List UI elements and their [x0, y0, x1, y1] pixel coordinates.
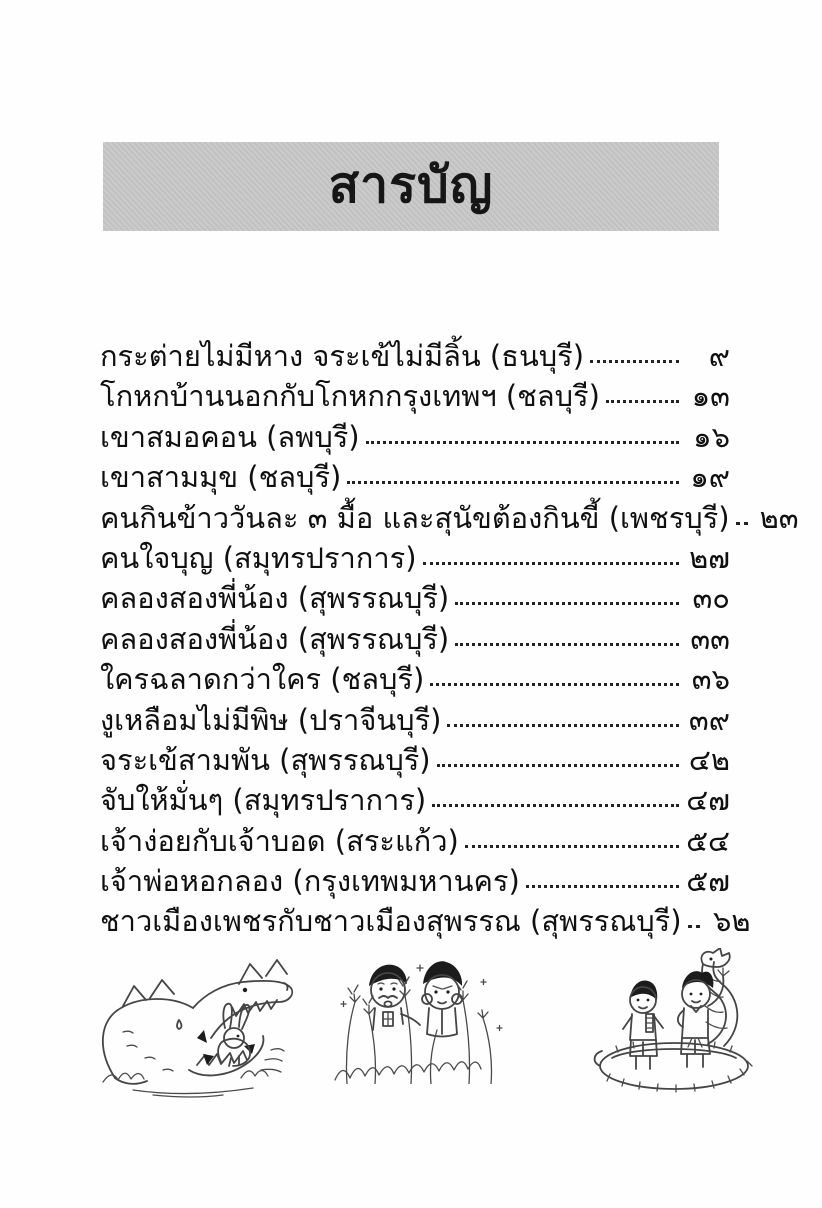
toc-entry [100, 578, 730, 618]
toc-entry-title: เจ้าง่อยกับเจ้าบอด (สระแก้ว) [100, 823, 459, 858]
toc-entry-title: คลองสองพี่น้อง (สุพรรณบุรี) [100, 621, 450, 656]
crocodile-rabbit-illustration [93, 950, 313, 1098]
dot-leader [465, 845, 679, 848]
dot-leader [455, 602, 679, 605]
crocodile-rabbit-drawing [93, 950, 313, 1098]
toc-entry [100, 376, 730, 416]
toc-entry-title: โกหกบ้านนอกกับโกหกกรุงเทพฯ (ชลบุรี) [100, 379, 600, 414]
dot-leader [736, 522, 748, 525]
dot-leader [688, 925, 700, 928]
toc-entry-title: คนกินข้าววันละ ๓ มื้อ และสุนัขต้องกินขี้ (เพชรบุรี) [100, 500, 730, 535]
toc-entry-page: ๓๙ [688, 702, 730, 737]
dot-leader [526, 885, 679, 888]
dot-leader [430, 683, 679, 686]
children-rice-field-drawing [333, 952, 505, 1084]
toc-entry-title: กระต่ายไม่มีหาง จระเข้ไม่มีลิ้น (ธนบุรี) [100, 339, 585, 373]
toc-entry-title: งูเหลือมไม่มีพิษ (ปราจีนบุรี) [100, 702, 442, 737]
toc-entry-page: ๙ [708, 339, 730, 373]
dot-leader [437, 764, 679, 767]
toc-entry-page: ๑๓ [691, 379, 730, 414]
toc-entry-title: จับให้มั่นๆ (สมุทรปราการ) [100, 783, 427, 818]
toc-entry [100, 417, 730, 457]
toc-entry-page: ๕๗ [686, 864, 730, 899]
toc-entry-title: เจ้าพ่อหอกลอง (กรุงเทพมหานคร) [100, 864, 520, 899]
dot-leader [447, 724, 679, 727]
toc-entry-title: คนใจบุญ (สมุทรปราการ) [100, 540, 417, 575]
toc-entry [100, 901, 751, 941]
toc-entry-title: เขาสามมุข (ชลบุรี) [100, 460, 342, 495]
dot-leader [432, 804, 679, 807]
toc-entry [100, 780, 730, 820]
toc-entry [100, 619, 730, 659]
dot-leader [455, 643, 679, 646]
contents-title-banner [103, 142, 719, 231]
toc-entry-title: ใครฉลาดกว่าใคร (ชลบุรี) [100, 662, 425, 697]
toc-entry [100, 457, 730, 497]
toc-entry-page: ๓๐ [692, 581, 730, 616]
toc-entry [100, 498, 799, 538]
dot-leader [347, 481, 679, 484]
page-title: สารบัญ [328, 155, 494, 214]
children-rice-field-illustration [333, 952, 505, 1084]
dot-leader [606, 400, 679, 403]
toc-entry [100, 336, 730, 376]
toc-entry [100, 821, 730, 861]
toc-entry-page: ๖๒ [713, 904, 751, 939]
dot-leader [590, 360, 679, 363]
toc-entry [100, 659, 730, 699]
table-of-contents [100, 336, 799, 942]
toc-entry-title: คลองสองพี่น้อง (สุพรรณบุรี) [100, 581, 450, 616]
toc-entry-page: ๑๖ [693, 419, 730, 454]
toc-entry-page: ๔๒ [688, 742, 730, 777]
toc-entry-page: ๓๖ [691, 662, 730, 697]
toc-entry [100, 700, 730, 740]
toc-entry [100, 740, 730, 780]
toc-entry-page: ๒๗ [689, 540, 730, 575]
toc-entry-page: ๑๙ [690, 460, 730, 495]
toc-entry-page: ๔๗ [686, 783, 730, 818]
toc-entry-title: ชาวเมืองเพชรกับชาวเมืองสุพรรณ (สุพรรณบุรี) [100, 904, 682, 939]
toc-entry-title: เขาสมอคอน (ลพบุรี) [100, 419, 360, 454]
toc-entry-page: ๕๔ [686, 823, 730, 858]
toc-entry-page: ๓๓ [690, 621, 730, 656]
toc-entry-page: ๒๓ [759, 500, 799, 535]
boys-naga-drawing [590, 948, 758, 1096]
boys-naga-illustration [590, 948, 758, 1096]
dot-leader [366, 441, 679, 444]
toc-entry [100, 861, 730, 901]
toc-entry [100, 538, 730, 578]
dot-leader [423, 562, 679, 565]
toc-entry-title: จระเข้สามพัน (สุพรรณบุรี) [100, 742, 431, 777]
